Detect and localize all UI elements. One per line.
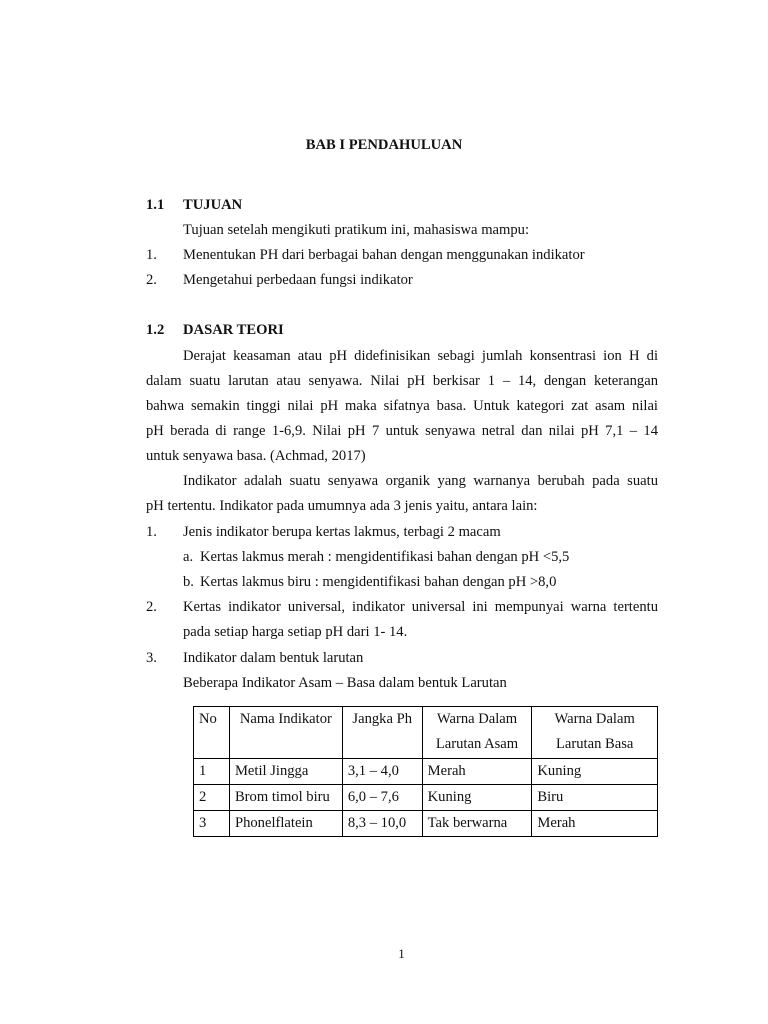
header-range: Jangka Ph	[342, 707, 422, 759]
table-row	[194, 759, 658, 785]
paragraph-line: bahwa semakin tinggi nilai pH maka sifatnya basa. Untuk kategori zat asam nilai	[146, 398, 658, 414]
paragraph-line: pH berada di range 1-6,9. Nilai pH 7 untuk senyawa netral dan nilai pH 7,1 – 14	[146, 423, 658, 439]
list-item: pada setiap harga setiap pH dari 1- 14.	[183, 624, 408, 640]
list-number: 1.	[146, 524, 157, 540]
table-cell: Phonelflatein	[229, 811, 342, 837]
section-number: 1.2	[146, 322, 165, 338]
table-cell: Merah	[532, 811, 658, 837]
list-item: Menentukan PH dari berbagai bahan dengan menggunakan indikator	[183, 247, 585, 263]
header-base-color	[532, 707, 658, 759]
list-number: 3.	[146, 650, 157, 666]
table-cell: 8,3 – 10,0	[342, 811, 422, 837]
header-acid-color	[422, 707, 532, 759]
list-item: Kertas indikator universal, indikator universal ini mempunyai warna tertentu	[183, 599, 658, 615]
paragraph-line: Derajat keasaman atau pH didefinisikan sebagi jumlah konsentrasi ion H di	[183, 348, 658, 364]
list-item: Indikator dalam bentuk larutan	[183, 650, 364, 666]
list-number: 2.	[146, 272, 157, 288]
list-item: Mengetahui perbedaan fungsi indikator	[183, 272, 413, 288]
page-number: 1	[398, 946, 405, 961]
table-cell: Kuning	[532, 759, 658, 785]
table-cell: Merah	[422, 759, 532, 785]
section-heading: DASAR TEORI	[183, 322, 284, 338]
table-cell: Kuning	[422, 785, 532, 811]
table-caption: Beberapa Indikator Asam – Basa dalam bentuk Larutan	[183, 675, 507, 691]
table-cell: Metil Jingga	[229, 759, 342, 785]
table-cell: 2	[194, 785, 230, 811]
chapter-title: BAB I PENDAHULUAN	[305, 137, 463, 153]
table-cell: Biru	[532, 785, 658, 811]
header-name: Nama Indikator	[229, 707, 342, 759]
section-number: 1.1	[146, 197, 165, 213]
section-heading: TUJUAN	[183, 197, 243, 213]
header-base-line2: Larutan Basa	[555, 736, 634, 752]
sublist-item: Kertas lakmus merah : mengidentifikasi bahan dengan pH <5,5	[200, 549, 570, 565]
table-cell: Brom timol biru	[229, 785, 342, 811]
paragraph-line: untuk senyawa basa. (Achmad, 2017)	[146, 448, 366, 464]
sublist-item: Kertas lakmus biru : mengidentifikasi bahan dengan pH >8,0	[200, 574, 557, 590]
list-item: Jenis indikator berupa kertas lakmus, terbagi 2 macam	[183, 524, 501, 540]
sublist-letter: b.	[183, 574, 194, 590]
table-cell: 3	[194, 811, 230, 837]
table-row	[194, 811, 658, 837]
header-acid-line2: Larutan Asam	[435, 736, 519, 752]
paragraph-line: pH tertentu. Indikator pada umumnya ada 3 jenis yaitu, antara lain:	[146, 498, 538, 514]
header-base-line1: Warna Dalam	[554, 711, 635, 727]
table-row	[194, 785, 658, 811]
table-cell: 1	[194, 759, 230, 785]
list-number: 2.	[146, 599, 157, 615]
sublist-letter: a.	[183, 549, 194, 565]
paragraph-line: Indikator adalah suatu senyawa organik yang warnanya berubah pada suatu	[183, 473, 658, 489]
header-no: No	[194, 707, 230, 759]
table-header-row	[194, 707, 658, 759]
paragraph-line: dalam suatu larutan atau senyawa. Nilai pH berkisar 1 – 14, dengan keterangan	[146, 373, 658, 389]
table-cell: 3,1 – 4,0	[342, 759, 422, 785]
indicator-table	[193, 706, 658, 837]
list-number: 1.	[146, 247, 157, 263]
section-intro: Tujuan setelah mengikuti pratikum ini, mahasiswa mampu:	[183, 222, 530, 238]
table-cell: 6,0 – 7,6	[342, 785, 422, 811]
header-acid-line1: Warna Dalam	[436, 711, 518, 727]
table-cell: Tak berwarna	[422, 811, 532, 837]
